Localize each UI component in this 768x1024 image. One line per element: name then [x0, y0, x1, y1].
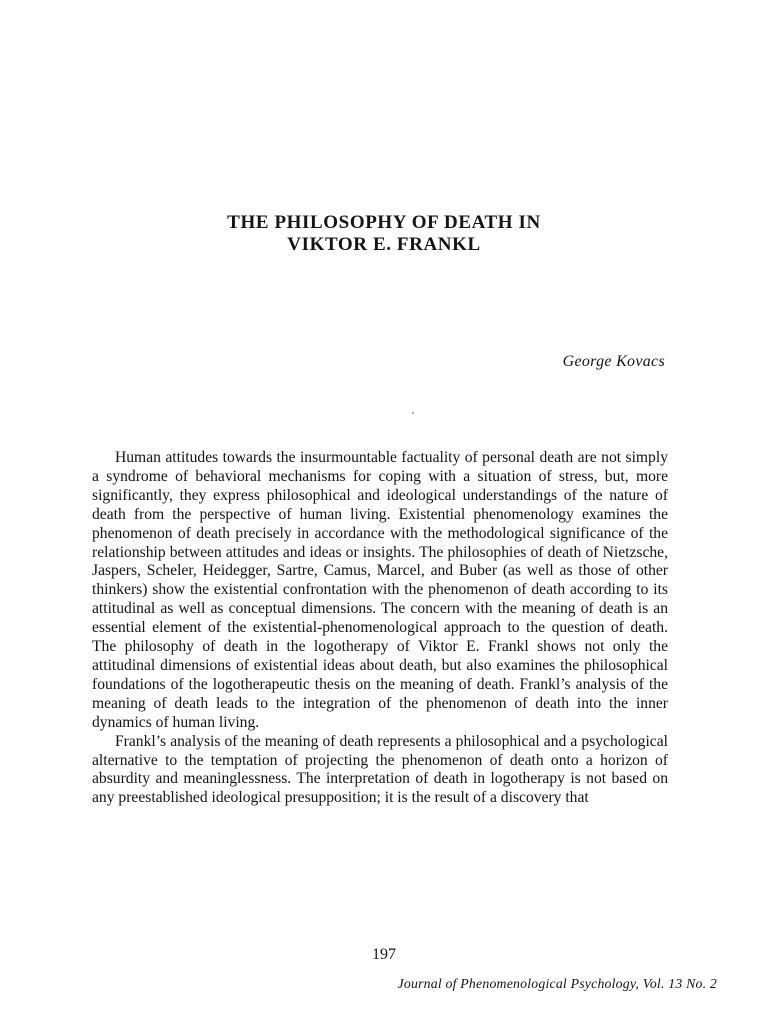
article-title-line-1: THE PHILOSOPHY OF DEATH IN: [227, 212, 541, 233]
journal-reference: Journal of Phenomenological Psychology, Vol. 13 No. 2: [397, 976, 717, 991]
page-number: 197: [372, 946, 396, 963]
body-paragraph-2: Frankl’s analysis of the meaning of death represents a philosophical and a psychological alternative to the temptation of projecting the phenomenon of death onto a horizon of absurdity and meaninglessness. The interpretation of death in logotherapy is not based on any preestablished ideological presupposition; it is the result of a discovery that: [92, 732, 668, 807]
scan-speck: [412, 412, 414, 414]
body-paragraph-1: Human attitudes towards the insurmountable factuality of personal death are not simply a syndrome of behavioral mechanisms for coping with a situation of stress, but, more significantly, they express philosophical and ideological understandings of the nature of death from the perspective of human living. Existential phenomenology examines the phenomenon of death precisely in accordance with the methodological significance of the relationship between attitudes and ideas or insights. The philosophies of death of Nietzsche, Jaspers, Scheler, Heidegger, Sartre, Camus, Marcel, and Buber (as well as those of other thinkers) show the existential confrontation with the phenomenon of death according to its attitudinal as well as conceptual dimensions. The concern with the meaning of death is an essential element of the existential-phenomenological approach to the question of death. The philosophy of death in the logotherapy of Viktor E. Frankl shows not only the attitudinal dimensions of existential ideas about death, but also examines the philosophical foundations of the logotherapeutic thesis on the meaning of death. Frankl’s analysis of the meaning of death leads to the integration of the phenomenon of death into the inner dynamics of human living.: [92, 449, 668, 731]
article-body: [92, 449, 668, 808]
author-name: George Kovacs: [562, 353, 665, 370]
article-title-line-2: VIKTOR E. FRANKL: [287, 234, 481, 255]
